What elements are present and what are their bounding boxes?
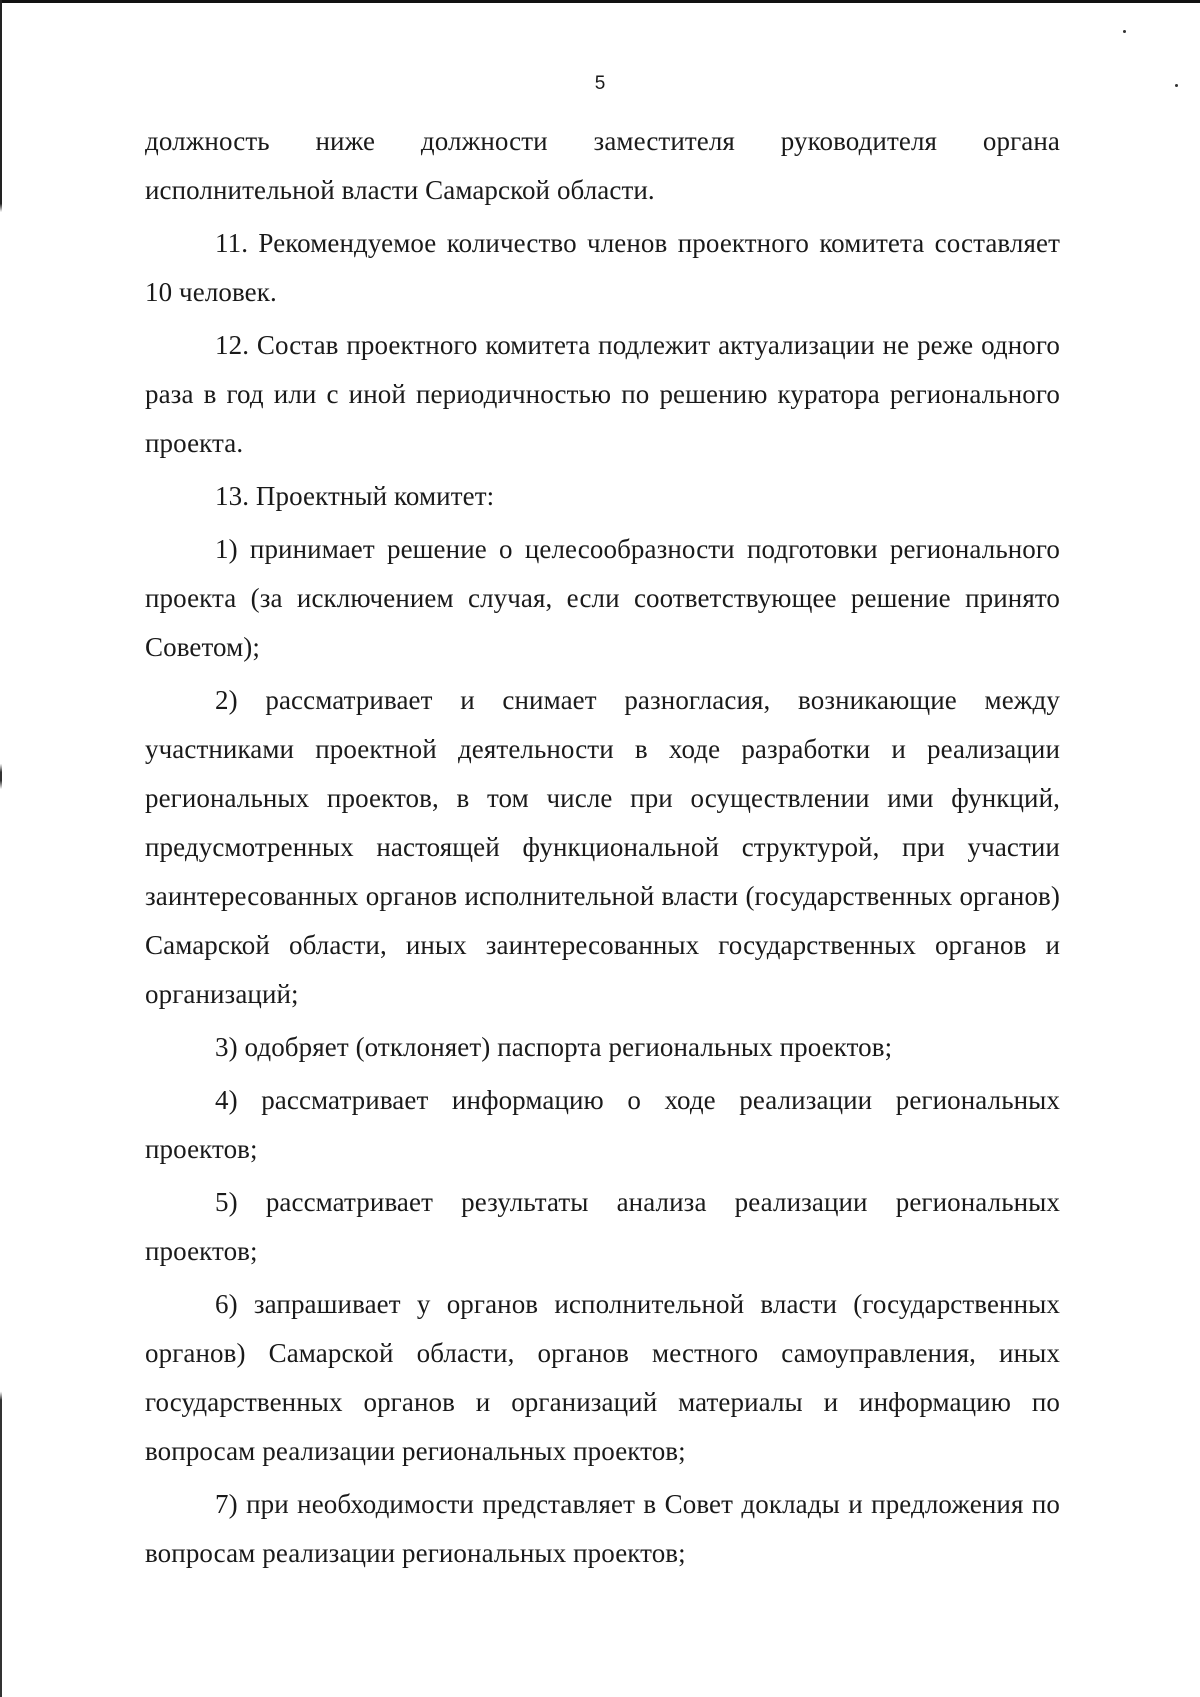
paragraph-item-11: 11. Рекомендуемое количество членов проектного комитета составляет 10 человек. [145,228,1060,307]
paragraph-item-13: 13. Проектный комитет: [215,481,495,511]
paragraph-item-12: 12. Состав проектного комитета подлежит актуализации не реже одного раза в год или с иной периодичностью по решению куратора регионального проекта. [145,330,1060,458]
scan-border-left [0,0,2,1697]
page-number: 5 [594,73,606,94]
scan-speck [1123,30,1126,33]
paragraph-item-13-1: 1) принимает решение о целесообразности подготовки регионального проекта (за исключением случая, если соответствующее решение принято Советом); [145,534,1060,662]
document-body [145,117,1060,1582]
paragraph-item-13-6: 6) запрашивает у органов исполнительной власти (государственных органов) Самарской области, органов местного самоуправления, иных государственных органов и организаций материалы и информацию по вопросам реализации региональных проектов; [145,1289,1060,1466]
paragraph-item-13-5: 5) рассматривает результаты анализа реализации региональных проектов; [145,1187,1060,1266]
paragraph-continuation: должность ниже должности заместителя руководителя органа исполнительной власти Самарской области. [145,126,1060,205]
scan-border-top [0,0,1200,3]
paragraph-item-13-3: 3) одобряет (отклоняет) паспорта региональных проектов; [215,1032,893,1062]
paragraph-item-13-4: 4) рассматривает информацию о ходе реализации региональных проектов; [145,1085,1060,1164]
paragraph-item-13-2: 2) рассматривает и снимает разногласия, возникающие между участниками проектной деятельности в ходе разработки и реализации региональных проектов, в том числе при осуществлении ими функций, предусмотренных настоящей функциональной структурой, при участии заинтересованных органов исполнительной власти (государственных органов) Самарской области, иных заинтересованных государственных органов и организаций; [145,685,1060,1009]
paragraph-item-13-7: 7) при необходимости представляет в Совет доклады и предложения по вопросам реализации региональных проектов; [145,1489,1060,1568]
